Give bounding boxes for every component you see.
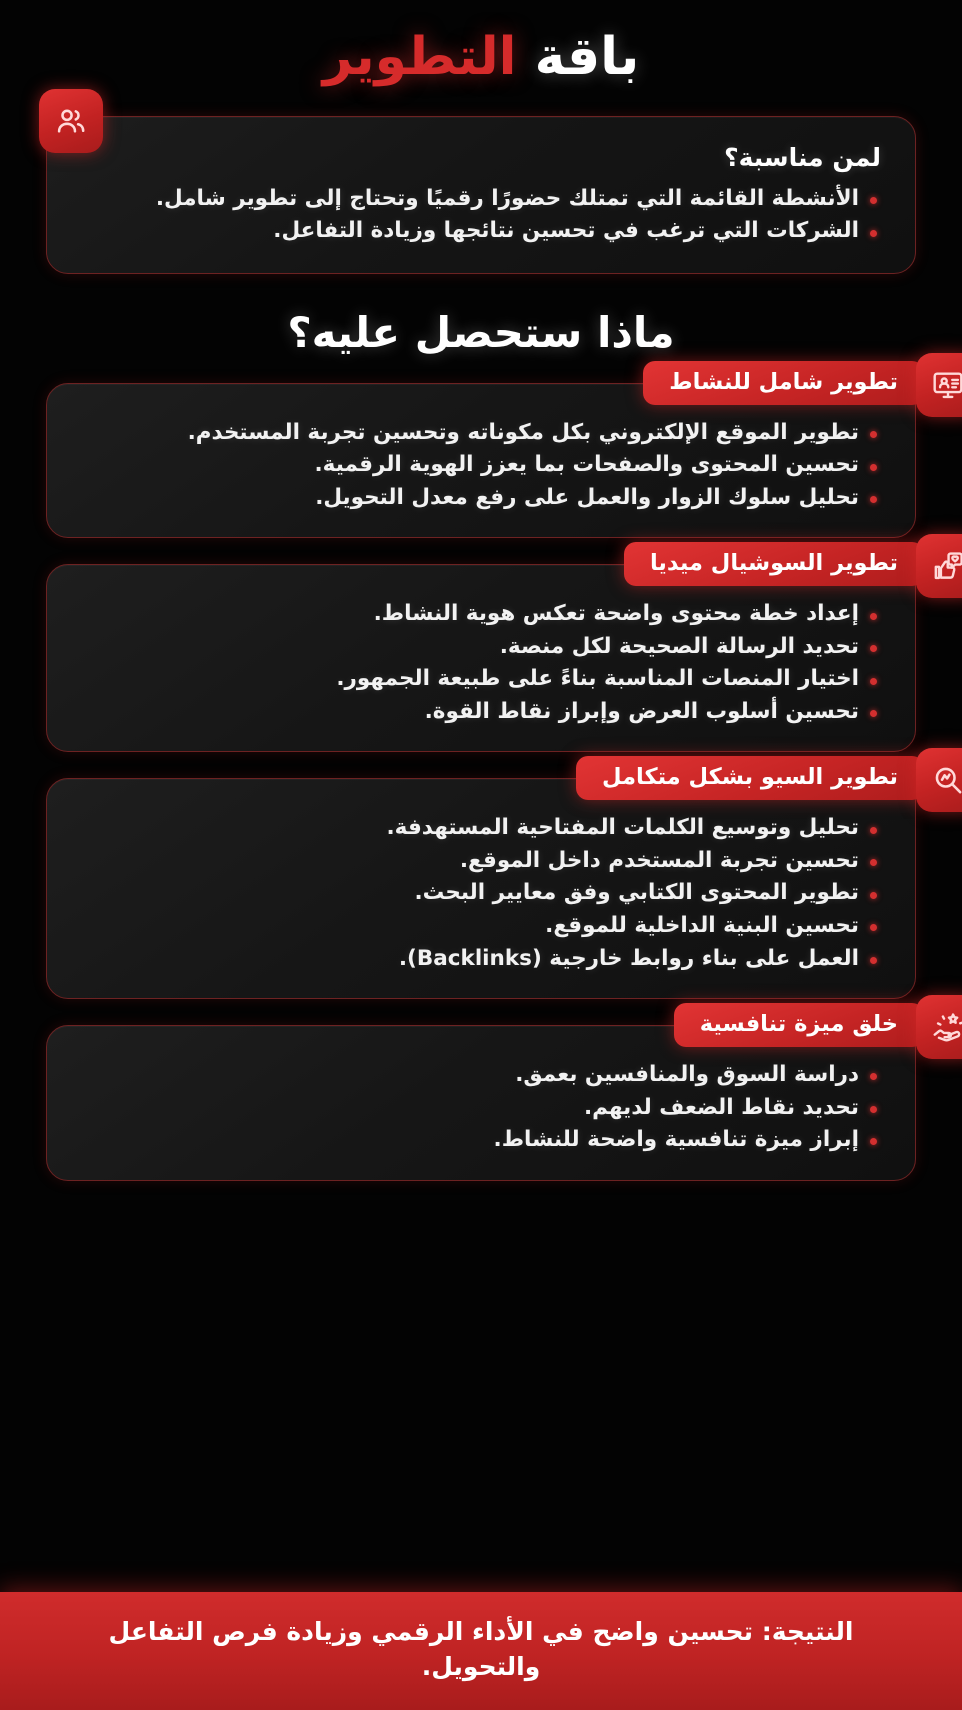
feature-block-seo [0, 764, 962, 999]
feature-block-social-media [0, 550, 962, 752]
list-item: تطوير الموقع الإلكتروني بكل مكوناته وتحسين تجربة المستخدم. [81, 418, 881, 449]
list-item: تحسين المحتوى والصفحات بما يعزز الهوية الرقمية. [81, 450, 881, 481]
list-item: تحليل وتوسيع الكلمات المفتاحية المستهدفة. [81, 813, 881, 844]
audience-card [46, 116, 916, 274]
list-item: العمل على بناء روابط خارجية (Backlinks). [81, 944, 881, 975]
feature-body [46, 1025, 916, 1181]
list-item: تطوير المحتوى الكتابي وفق معايير البحث. [81, 878, 881, 909]
list-item: تحسين تجربة المستخدم داخل الموقع. [81, 846, 881, 877]
list-item: تحسين البنية الداخلية للموقع. [81, 911, 881, 942]
list-item: الأنشطة القائمة التي تمتلك حضورًا رقميًا وتحتاج إلى تطوير شامل. [81, 184, 881, 215]
feature-block-competitive-edge [0, 1011, 962, 1181]
audience-heading: لمن مناسبة؟ [724, 142, 881, 172]
search-magnifier-icon [916, 748, 962, 812]
list-item: دراسة السوق والمنافسين بعمق. [81, 1060, 881, 1091]
title-white-word: باقة [534, 27, 640, 87]
list-item: إبراز ميزة تنافسية واضحة للنشاط. [81, 1125, 881, 1156]
feature-body [46, 564, 916, 752]
list-item: الشركات التي ترغب في تحسين نتائجها وزيادة التفاعل. [81, 216, 881, 247]
list-item: تحليل سلوك الزوار والعمل على رفع معدل التحويل. [81, 483, 881, 514]
feature-list [81, 813, 881, 974]
title-red-word: التطوير [322, 27, 517, 87]
list-item: تحديد نقاط الضعف لديهم. [81, 1093, 881, 1124]
page-title [0, 0, 962, 110]
feature-list [81, 599, 881, 727]
feature-list [81, 1060, 881, 1156]
feature-list [81, 418, 881, 514]
layout-spacer [0, 1207, 962, 1592]
list-item: اختيار المنصات المناسبة بناءً على طبيعة الجمهور. [81, 664, 881, 695]
list-item: إعداد خطة محتوى واضحة تعكس هوية النشاط. [81, 599, 881, 630]
feature-label: تطوير السيو بشكل متكامل [576, 756, 924, 800]
feature-body [46, 778, 916, 999]
monitor-profile-icon [916, 353, 962, 417]
feature-body [46, 383, 916, 539]
result-footer-banner: النتيجة: تحسين واضح في الأداء الرقمي وزيادة فرص التفاعل والتحويل. [0, 1592, 962, 1710]
users-icon [39, 89, 103, 153]
feature-label: تطوير السوشيال ميديا [624, 542, 924, 586]
social-engagement-icon [916, 534, 962, 598]
list-item: تحسين أسلوب العرض وإبراز نقاط القوة. [81, 697, 881, 728]
feature-block-development [0, 368, 962, 539]
feature-label: خلق ميزة تنافسية [674, 1003, 924, 1047]
feature-label: تطوير شامل للنشاط [643, 361, 924, 405]
hand-star-icon [916, 995, 962, 1059]
section-heading: ماذا ستحصل عليه؟ [287, 307, 675, 357]
audience-list [81, 184, 881, 247]
list-item: تحديد الرسالة الصحيحة لكل منصة. [81, 632, 881, 663]
